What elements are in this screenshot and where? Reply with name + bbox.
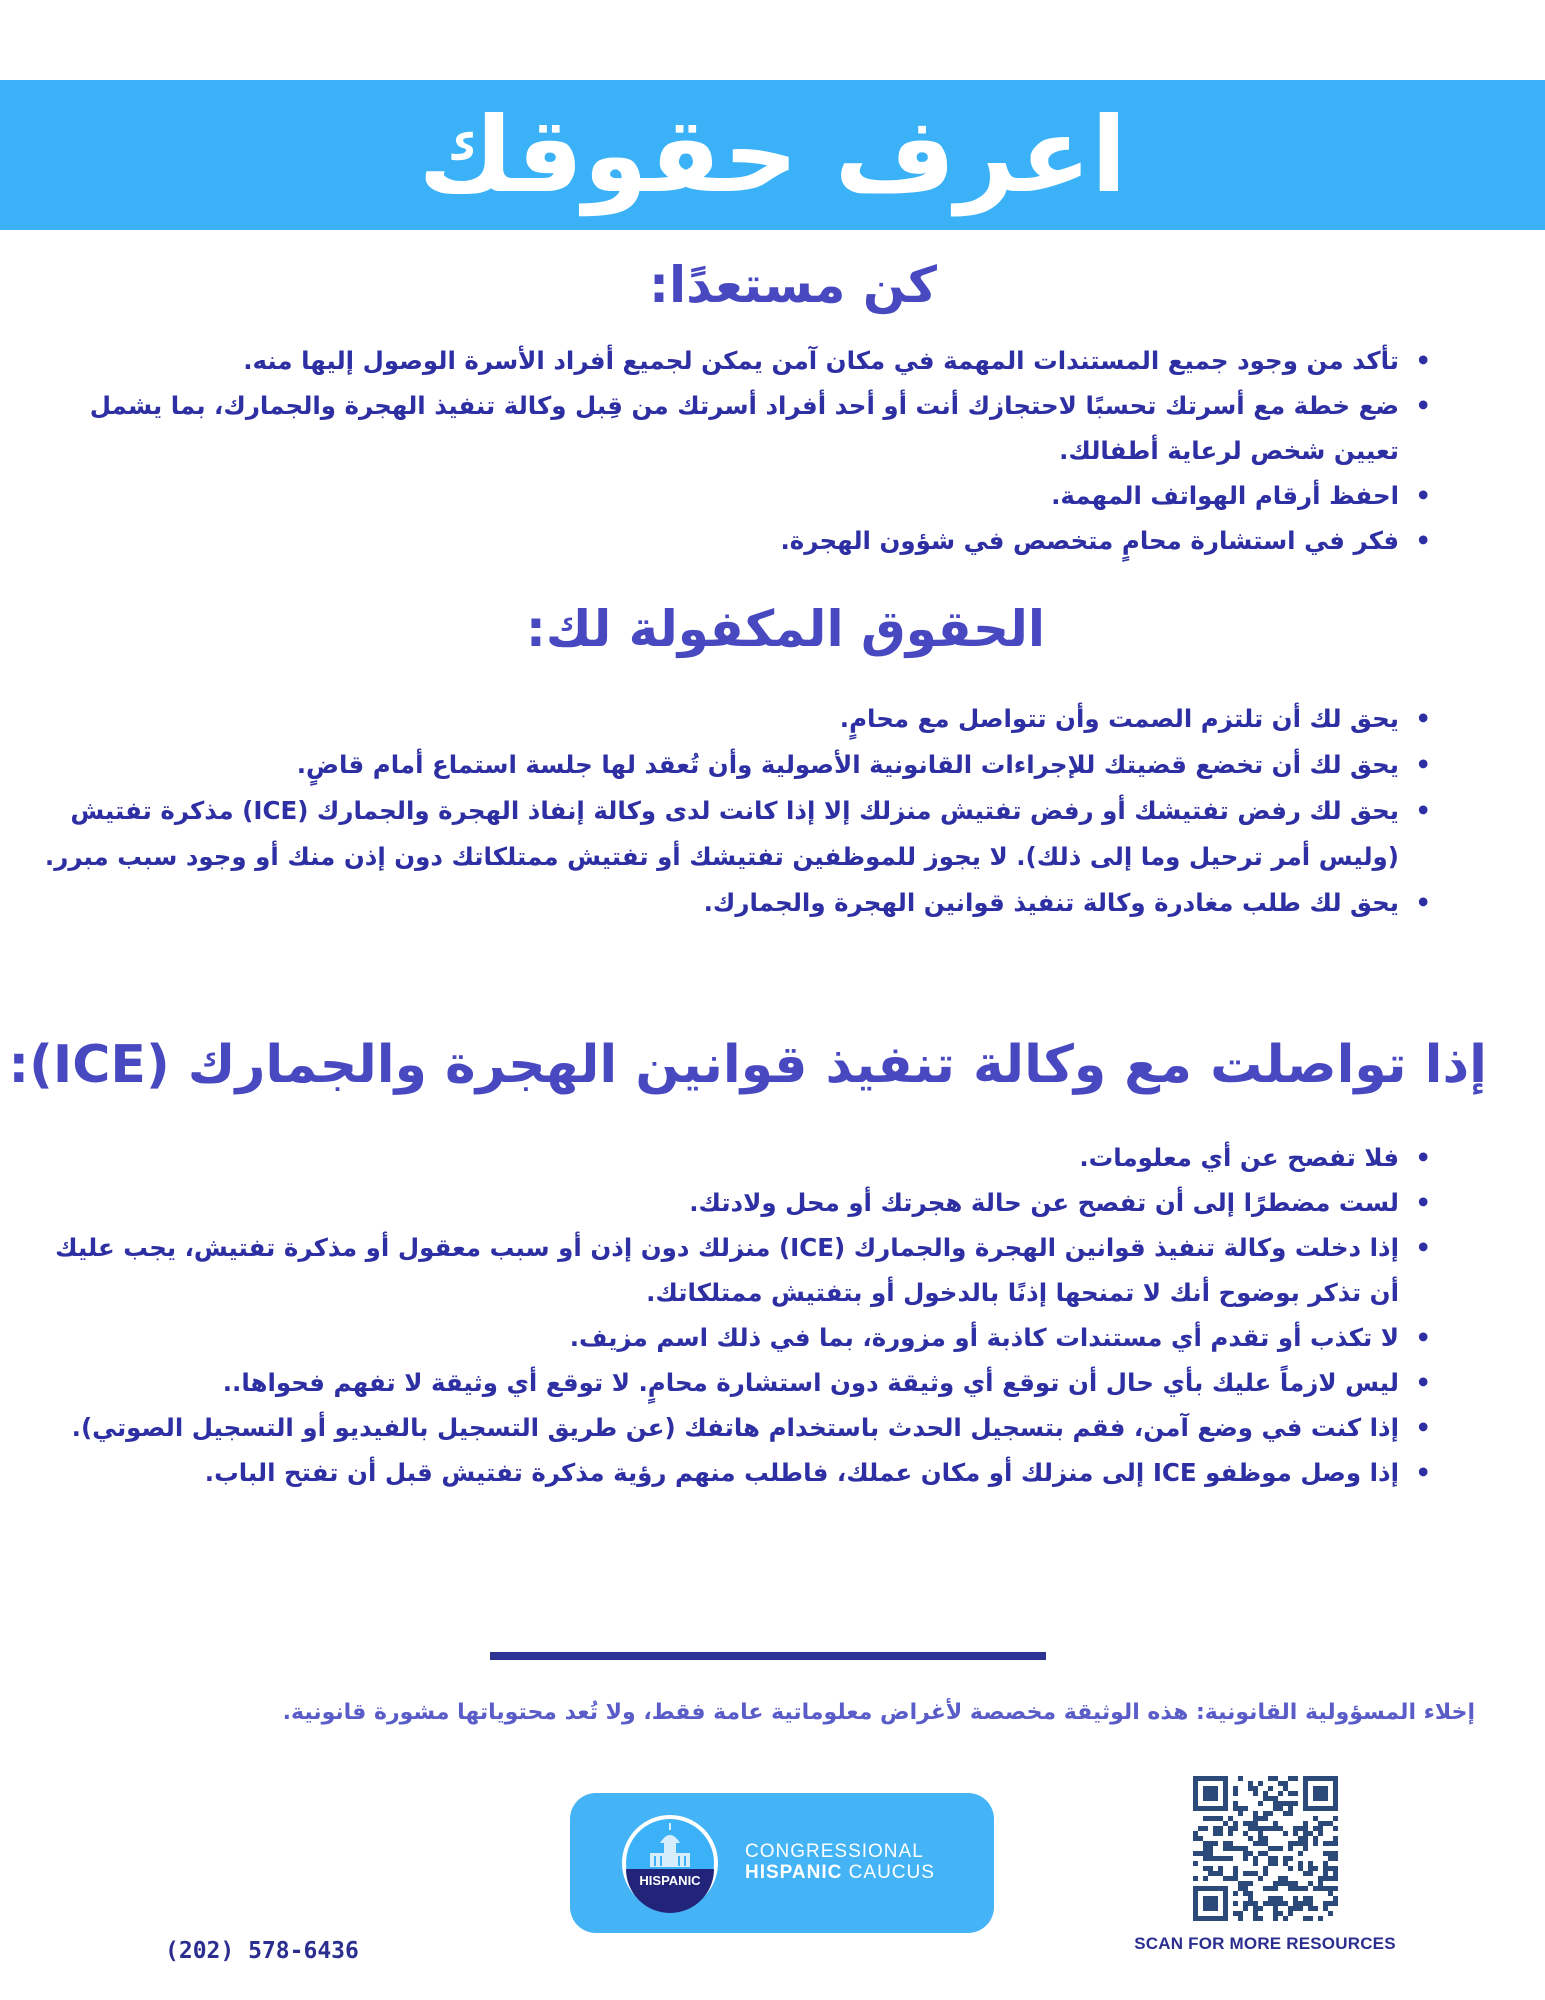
chc-logo [570,1793,994,1933]
scan-label: SCAN FOR MORE RESOURCES [1134,1934,1396,1953]
list-item: • يحق لك أن تخضع قضيتك للإجراءات القانونية الأصولية وأن تُعقد لها جلسة استماع أمام قاضٍ. [25,742,1435,788]
ice-list [35,1135,1435,1495]
seal-label: HISPANIC [639,1873,701,1888]
list-item: • ليس لازماً عليك بأي حال أن توقع أي وثيقة دون استشارة محامٍ. لا توقع أي وثيقة لا تفهم فحواها.. [35,1360,1435,1405]
phone-number: (202) 578-6436 [165,1938,359,1964]
list-item: • لست مضطرًا إلى أن تفصح عن حالة هجرتك أو محل ولادتك. [35,1180,1435,1225]
page-title: اعرف حقوقك [418,94,1127,216]
title-banner [0,80,1545,230]
list-item: • فلا تفصح عن أي معلومات. [35,1135,1435,1180]
list-item: • يحق لك أن تلتزم الصمت وأن تتواصل مع محامٍ. [25,696,1435,742]
section-heading-prepare: كن مستعدًا: [649,256,937,314]
capitol-seal-icon [620,1813,720,1913]
section-heading-ice: إذا تواصلت مع وكالة تنفيذ قوانين الهجرة والجمارك (ICE): [8,1035,1487,1095]
list-item: • فكر في استشارة محامٍ متخصص في شؤون الهجرة. [35,518,1435,563]
list-item: • يحق لك طلب مغادرة وكالة تنفيذ قوانين الهجرة والجمارك. [25,880,1435,926]
logo-line-1: CONGRESSIONAL [745,1841,924,1862]
qr-code-icon[interactable] [1193,1776,1338,1921]
logo-line-2-rest: CAUCUS [842,1862,935,1883]
list-item: • إذا كنت في وضع آمن، فقم بتسجيل الحدث باستخدام هاتفك (عن طريق التسجيل بالفيديو أو التسجيل الصوتي). [35,1405,1435,1450]
divider [490,1652,1046,1660]
list-item: • تأكد من وجود جميع المستندات المهمة في مكان آمن يمكن لجميع أفراد الأسرة الوصول إليها منه. [35,338,1435,383]
list-item: • ضع خطة مع أسرتك تحسبًا لاحتجازك أنت أو أحد أفراد أسرتك من قِبل وكالة تنفيذ الهجرة والجمارك، بما يشمل تعيين شخص لرعاية أطفالك. [35,383,1435,473]
logo-wordmark [745,1841,935,1883]
prepare-list [35,338,1435,563]
list-item: • يحق لك رفض تفتيشك أو رفض تفتيش منزلك إلا إذا كانت لدى وكالة إنفاذ الهجرة والجمارك (ICE) مذكرة تفتيش (وليس أمر ترحيل وما إلى ذلك). لا يجوز للموظفين تفتيشك أو تفتيش ممتلكاتك دون إذن منك أو وجود سبب مبرر. [25,788,1435,880]
logo-line-2-bold: HISPANIC [745,1862,843,1883]
section-heading-rights: الحقوق المكفولة لك: [525,600,1045,658]
legal-disclaimer: إخلاء المسؤولية القانونية: هذه الوثيقة مخصصة لأغراض معلوماتية عامة فقط، ولا تُعد محتوياتها مشورة قانونية. [282,1700,1475,1725]
list-item: • إذا دخلت وكالة تنفيذ قوانين الهجرة والجمارك (ICE) منزلك دون إذن أو سبب معقول أو مذكرة تفتيش، يجب عليك أن تذكر بوضوح أنك لا تمنحها إذنًا بالدخول أو بتفتيش ممتلكاتك. [35,1225,1435,1315]
list-item: • احفظ أرقام الهواتف المهمة. [35,473,1435,518]
list-item: • لا تكذب أو تقدم أي مستندات كاذبة أو مزورة، بما في ذلك اسم مزيف. [35,1315,1435,1360]
rights-list [25,696,1435,926]
logo-line-2 [745,1862,935,1883]
list-item: • إذا وصل موظفو ICE إلى منزلك أو مكان عملك، فاطلب منهم رؤية مذكرة تفتيش قبل أن تفتح الباب. [35,1450,1435,1495]
